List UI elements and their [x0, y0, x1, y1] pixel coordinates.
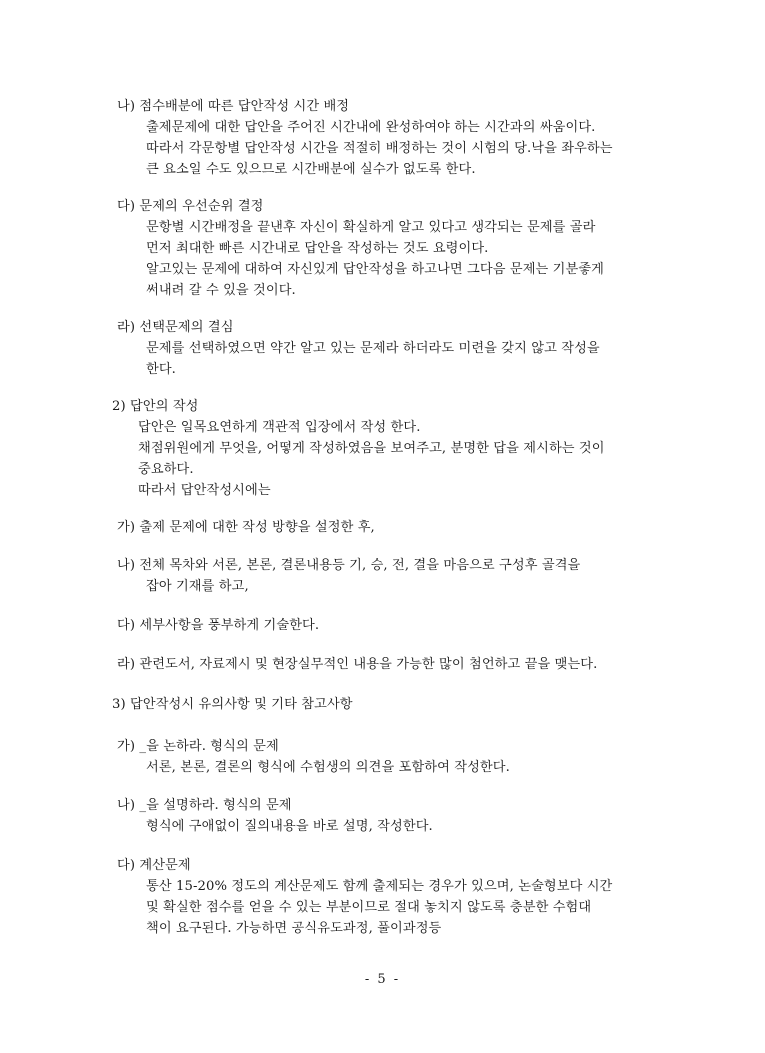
- section-heading-notes: 3) 답안작성시 유의사항 및 기타 참고사항: [112, 697, 353, 712]
- paragraph-line: 따라서 각문항별 답안작성 시간을 적절히 배정하는 것이 시험의 당.낙을 좌우하는: [146, 141, 613, 156]
- paragraph-line: 잡아 기재를 하고,: [146, 579, 249, 594]
- section-heading-answer-writing: 2) 답안의 작성: [112, 399, 199, 414]
- paragraph-line: 먼저 최대한 빠른 시간내로 답안을 작성하는 것도 요령이다.: [146, 241, 489, 256]
- page-number: - 5 -: [364, 972, 401, 987]
- paragraph-line: 큰 요소일 수도 있으므로 시간배분에 실수가 없도록 한다.: [146, 162, 476, 177]
- paragraph-line: 한다.: [146, 362, 176, 377]
- paragraph-line: 알고있는 문제에 대하여 자신있게 답안작성을 하고나면 그다음 문제는 기분좋게: [146, 262, 605, 277]
- paragraph-line: 문항별 시간배정을 끝낸후 자신이 확실하게 알고 있다고 생각되는 문제를 골라: [146, 220, 596, 235]
- list-item-ga: 가) 출제 문제에 대한 작성 방향을 설정한 후,: [117, 520, 375, 535]
- list-item-na: 나) 전체 목차와 서론, 본론, 결론내용등 기, 승, 전, 결을 마음으로 구성후 골격을: [117, 558, 581, 573]
- paragraph-line: 채점위원에게 무엇을, 어떻게 작성하였음을 보여주고, 분명한 답을 제시하는 것이: [138, 441, 605, 456]
- subheading-explain: 나) _을 설명하라. 형식의 문제: [117, 798, 292, 813]
- paragraph-line: 형식에 구애없이 질의내용을 바로 설명, 작성한다.: [146, 819, 433, 834]
- subheading-calculation: 다) 계산문제: [117, 858, 191, 873]
- subheading-selection: 라) 선택문제의 결심: [117, 320, 234, 335]
- paragraph-line: 서론, 본론, 결론의 형식에 수험생의 의견을 포함하여 작성한다.: [146, 760, 510, 775]
- list-item-ra: 라) 관련도서, 자료제시 및 현장실무적인 내용을 가능한 많이 첨언하고 끝을 맺는다.: [117, 657, 598, 672]
- paragraph-line: 및 확실한 점수를 얻을 수 있는 부분이므로 절대 놓치지 않도록 충분한 수험대: [146, 900, 592, 915]
- paragraph-line: 따라서 답안작성시에는: [138, 483, 271, 498]
- subheading-discuss: 가) _을 논하라. 형식의 문제: [117, 739, 279, 754]
- paragraph-line: 중요하다.: [138, 462, 194, 477]
- paragraph-line: 통산 15-20% 정도의 계산문제도 함께 출제되는 경우가 있으며, 논술형보다 시간: [146, 879, 613, 894]
- paragraph-line: 문제를 선택하였으면 약간 알고 있는 문제라 하더라도 미련을 갖지 않고 작성을: [146, 341, 600, 356]
- subheading-priority: 다) 문제의 우선순위 결정: [117, 199, 264, 214]
- paragraph-line: 책이 요구된다. 가능하면 공식유도과정, 풀이과정등: [146, 921, 442, 936]
- paragraph-line: 써내려 갈 수 있을 것이다.: [146, 283, 296, 298]
- paragraph-line: 출제문제에 대한 답안을 주어진 시간내에 완성하여야 하는 시간과의 싸움이다.: [146, 120, 596, 135]
- paragraph-line: 답안은 일목요연하게 객관적 입장에서 작성 한다.: [138, 420, 421, 435]
- subheading-time-allocation: 나) 점수배분에 따른 답안작성 시간 배정: [117, 99, 350, 114]
- list-item-da: 다) 세부사항을 풍부하게 기술한다.: [117, 618, 320, 633]
